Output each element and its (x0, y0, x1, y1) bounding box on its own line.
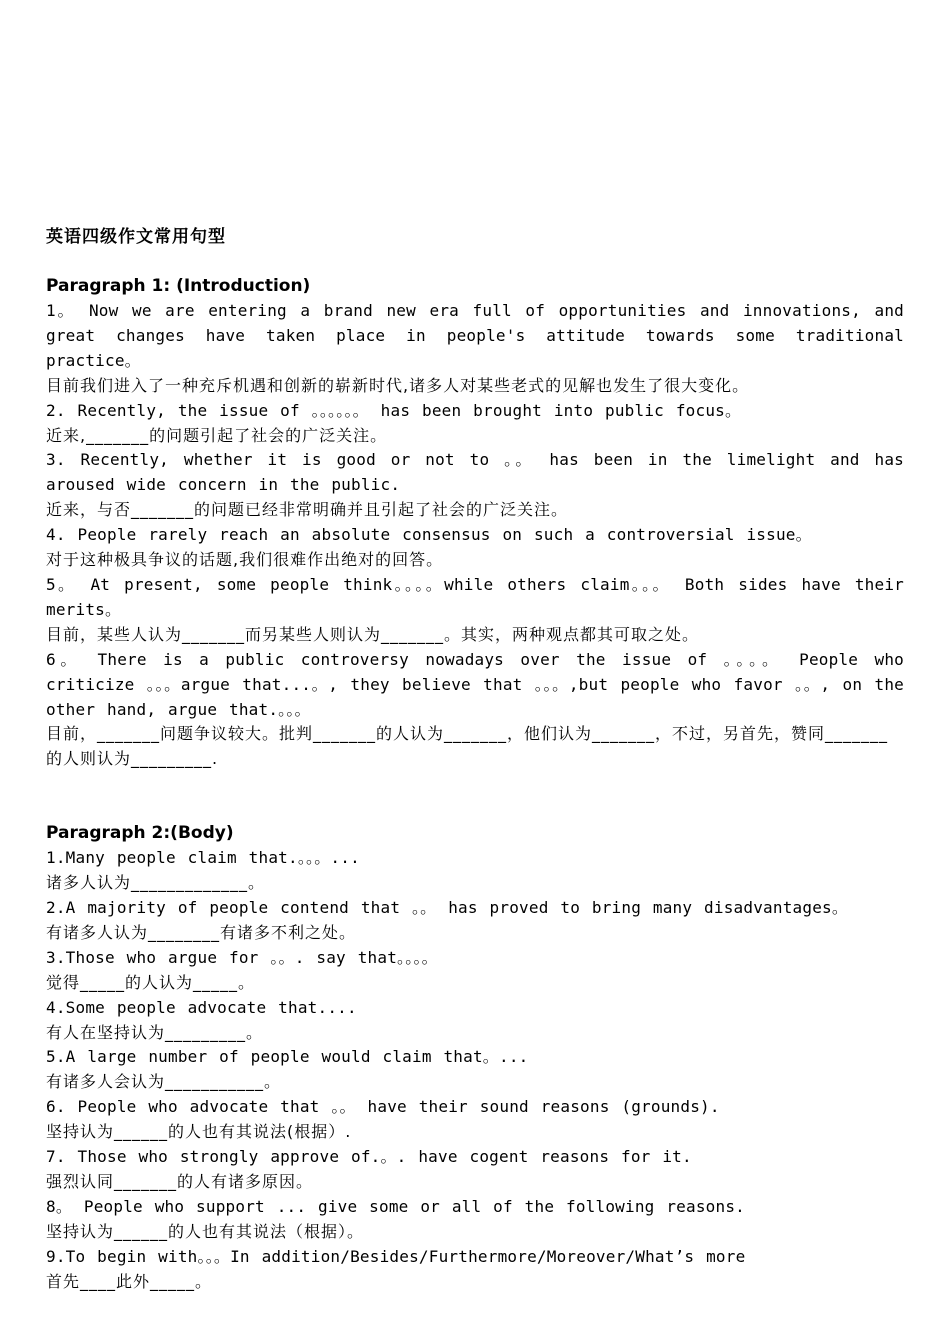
section-heading: Paragraph 2:(Body) (46, 823, 234, 844)
document-title: 英语四级作文常用句型 (46, 227, 226, 247)
sentence-zh: 诸多人认为_____________。 (46, 873, 266, 893)
sentence-zh: 目前，某些人认为_______而另某些人则认为_______。其实，两种观点都其可取之处。 (46, 624, 700, 644)
sentence-zh: 坚持认为______的人也有其说法（根据）。 (46, 1221, 365, 1241)
sentence-zh: 目前我们进入了一种充斥机遇和创新的崭新时代,诸多人对某些老式的见解也发生了很大变化。 (46, 375, 750, 395)
sentence-zh: 觉得_____的人认为_____。 (46, 972, 256, 992)
sentence-en: 1。 Now we are entering a brand new era full of opportunities and innovations, and great changes have taken place in people's attitude towards some traditional practice。 (46, 301, 904, 370)
sentence-en: 2. Recently, the issue of 。。。。。。 has been brought into public focus。 (46, 400, 742, 420)
sentence-zh: 近来，与否_______的问题已经非常明确并且引起了社会的广泛关注。 (46, 500, 569, 520)
sentence-zh: 有人在坚持认为_________。 (46, 1022, 264, 1042)
sentence-en: 2.A majority of people contend that 。。 has proved to bring many disadvantages。 (46, 898, 849, 918)
sentence-zh: 有诸多人认为________有诸多不利之处。 (46, 922, 357, 942)
sentence-en: 3. Recently, whether it is good or not to 。。 has been in the limelight and has aroused wide concern in the public. (46, 450, 904, 495)
sentence-zh: 首先____此外_____。 (46, 1271, 213, 1291)
sentence-en: 1.Many people claim that.。。。... (46, 848, 360, 868)
sentence-en: 4. People rarely reach an absolute consensus on such a controversial issue。 (46, 525, 812, 545)
sentence-zh: 对于这种极具争议的话题,我们很难作出绝对的回答。 (46, 550, 444, 570)
sentence-en: 8。 People who support ... give some or all of the following reasons. (46, 1196, 745, 1216)
sentence-en: 5.A large number of people would claim that。... (46, 1047, 529, 1067)
sentence-en: 7. Those who strongly approve of.。. have cogent reasons for it. (46, 1147, 692, 1167)
paragraph-1-section (46, 274, 904, 772)
spacer (46, 250, 904, 274)
sentence-zh: 有诸多人会认为___________。 (46, 1072, 282, 1092)
sentence-zh: 近来,_______的问题引起了社会的广泛关注。 (46, 425, 388, 445)
sentence-en: 4.Some people advocate that.... (46, 997, 357, 1017)
spacer (46, 772, 904, 821)
paragraph-2-section (46, 821, 904, 1294)
sentence-en: 6。 There is a public controversy nowadays over the issue of 。。。。 People who criticize 。。。argue that...。, they believe that 。。。,but people who favor 。。, on the other hand, argue that.。。。 (46, 649, 904, 719)
sentence-en: 5。 At present, some people think。。。。while others claim。。。 Both sides have their merits。 (46, 574, 904, 619)
section-heading: Paragraph 1: (Introduction) (46, 276, 311, 296)
sentence-zh: 坚持认为______的人也有其说法(根据）. (46, 1122, 352, 1142)
sentence-en: 6. People who advocate that 。。 have their sound reasons (grounds). (46, 1097, 720, 1117)
sentence-en: 3.Those who argue for 。。. say that。。。。 (46, 947, 438, 967)
sentence-zh: 目前，_______问题争议较大。批判_______的人认为_______，他们认为_______，不过，另首先，赞同_______的人则认为_________. (46, 724, 889, 769)
document-page (46, 224, 904, 1295)
sentence-zh: 强烈认同_______的人有诸多原因。 (46, 1172, 314, 1191)
sentence-en: 9.To begin with。。。In addition/Besides/Furthermore/Moreover/What’s more (46, 1246, 746, 1266)
